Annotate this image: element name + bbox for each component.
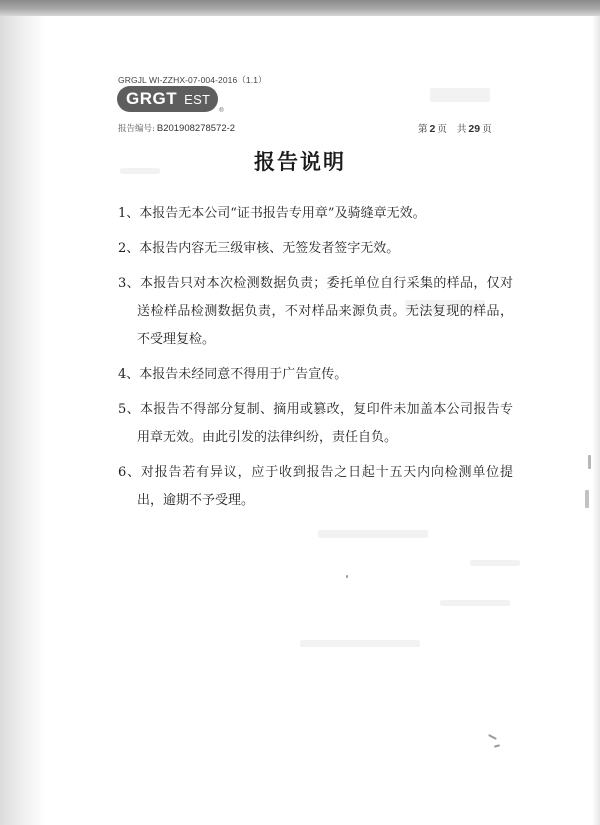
scan-left-shadow: [0, 16, 46, 825]
scan-right-edge: [592, 16, 600, 825]
scan-top-edge: [0, 0, 600, 16]
logo-text-light: EST: [183, 86, 218, 112]
scan-speck: [588, 455, 591, 469]
scan-speck: [585, 490, 589, 508]
page-word: 页: [437, 124, 447, 135]
report-notes-list: [118, 200, 513, 522]
company-logo: [117, 86, 224, 112]
bleed-through-mark: [440, 600, 510, 606]
note-item: 3、本报告只对本次检测数据负责；委托单位自行采集的样品，仅对送检样品检测数据负责，不对样品来源负责。无法复现的样品，不受理复检。: [118, 276, 513, 347]
note-item: 4、本报告未经同意不得用于广告宣传。: [118, 367, 348, 382]
bleed-through-mark: [318, 530, 428, 538]
note-item: 6、对报告若有异议，应于收到报告之日起十五天内向检测单位提出，逾期不予受理。: [118, 465, 513, 508]
page-title: 报告说明: [254, 150, 346, 175]
page-indicator: [418, 121, 492, 135]
form-code: GRGJL WI-ZZHX-07-004-2016（1.1）: [118, 75, 267, 85]
report-number-value: B201908278572-2: [156, 123, 236, 134]
page-total: 29: [468, 123, 481, 135]
scan-speck: [488, 734, 497, 740]
page-total-suffix: 页: [482, 124, 492, 135]
note-item: 5、本报告不得部分复制、摘用或篡改，复印件未加盖本公司报告专用章无效。由此引发的法律纠纷，责任自负。: [118, 402, 513, 445]
report-number-label: 报告编号:: [118, 124, 155, 134]
note-item: 2、本报告内容无三级审核、无签发者签字无效。: [118, 241, 400, 256]
logo-text-strong: GRGT: [117, 86, 183, 112]
page-current: 2: [429, 123, 436, 135]
registered-mark: ®: [219, 108, 224, 114]
page-total-prefix: 共: [456, 124, 467, 135]
bleed-through-mark: [430, 88, 490, 102]
bleed-through-mark: [300, 640, 420, 647]
page-prefix: 第: [418, 124, 428, 135]
scan-speck: [494, 744, 500, 747]
scan-speck: [346, 575, 348, 578]
note-item: 1、本报告无本公司“证书报告专用章”及骑缝章无效。: [118, 206, 426, 221]
bleed-through-mark: [470, 560, 520, 566]
report-number: [118, 122, 235, 134]
